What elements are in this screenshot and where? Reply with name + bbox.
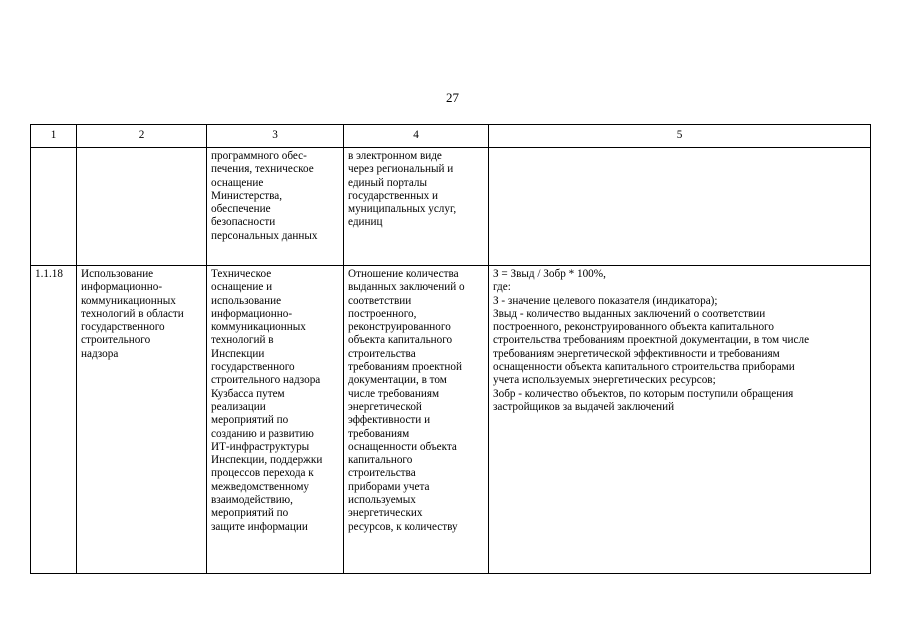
cell-measure: программного обес- печения, техническое оснащение Министерства, обеспечение безопасности персональных данных <box>207 148 344 266</box>
cell-indicator: в электронном виде через региональный и единый порталы государственных и муниципальных услуг, единиц <box>344 148 489 266</box>
header-col-1: 1 <box>31 125 77 148</box>
table-row <box>31 266 871 574</box>
header-col-5: 5 <box>489 125 871 148</box>
cell-formula <box>489 148 871 266</box>
cell-code <box>31 148 77 266</box>
table-row <box>31 148 871 266</box>
page-number: 27 <box>446 90 459 105</box>
cell-name: Использование информационно- коммуникационных технологий в области государственного строительного надзора <box>77 266 207 574</box>
cell-code: 1.1.18 <box>31 266 77 574</box>
cell-measure: Техническое оснащение и использование информационно- коммуникационных технологий в Инспекции государственного строительного надзора Кузбасса путем реализации мероприятий по созданию и развитию ИТ-инфраструктуры Инспекции, поддержки процессов перехода к межведомственному взаимодействию, мероприятий по защите информации <box>207 266 344 574</box>
program-measures-table <box>30 124 871 574</box>
header-col-2: 2 <box>77 125 207 148</box>
cell-name <box>77 148 207 266</box>
cell-formula: З = Звыд / Зобр * 100%, где: З - значение целевого показателя (индикатора); Звыд - количество выданных заключений о соответствии построенного, реконструированного объекта капитального строительства требованиям проектной документации, в том числе требованиям энергетической эффективности и требованиям оснащенности объекта капитального строительства приборами учета используемых энергетических ресурсов; Зобр - количество объектов, по которым поступили обращения застройщиков за выдачей заключений <box>489 266 871 574</box>
header-col-4: 4 <box>344 125 489 148</box>
header-col-3: 3 <box>207 125 344 148</box>
table-header-row <box>31 125 871 148</box>
cell-indicator: Отношение количества выданных заключений о соответствии построенного, реконструированного объекта капитального строительства требованиям проектной документации, в том числе требованиям энергетической эффективности и требованиям оснащенности объекта капитального строительства приборами учета используемых энергетических ресурсов, к количеству <box>344 266 489 574</box>
